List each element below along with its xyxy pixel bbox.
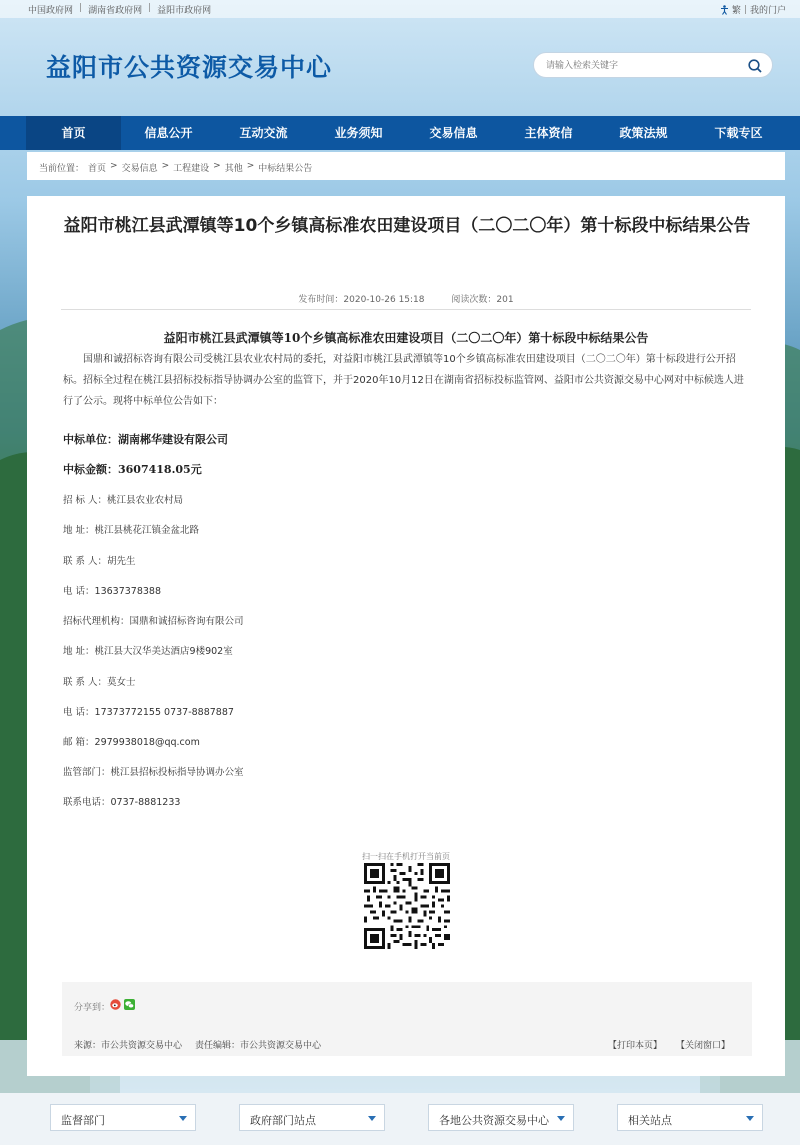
divider <box>61 309 751 310</box>
nav-item-policy[interactable]: 政策法规 <box>619 126 668 140</box>
nav-item-interaction[interactable]: 互动交流 <box>239 126 288 140</box>
chevron-down-icon <box>179 1116 187 1121</box>
breadcrumb-other[interactable]: 其他 <box>224 164 243 174</box>
winner-unit: 中标单位：湖南郴华建设有限公司 <box>63 433 228 446</box>
main-nav <box>0 116 800 150</box>
article-source: 来源：市公共资源交易中心 <box>74 1041 183 1051</box>
share-area <box>62 982 752 1056</box>
winner-amount: 中标金额：3607418.05元 <box>63 463 202 476</box>
dropdown-label: 相关站点 <box>628 1114 672 1127</box>
share-label: 分享到： <box>74 1003 111 1013</box>
site-title[interactable]: 益阳市公共资源交易中心 <box>46 53 333 82</box>
breadcrumb-current[interactable]: 中标结果公告 <box>258 164 313 174</box>
nav-item-home[interactable]: 首页 <box>26 116 121 150</box>
breadcrumb-sep: > <box>161 161 170 171</box>
breadcrumb-trade-info[interactable]: 交易信息 <box>121 164 158 174</box>
nav-item-credit[interactable]: 主体资信 <box>524 126 573 140</box>
print-button[interactable]: 【打印本页】 <box>608 1041 663 1051</box>
info-line: 邮 箱：2979938018@qq.com <box>63 737 200 748</box>
info-line: 联系电话：0737-8881233 <box>63 797 181 808</box>
dropdown-label: 监督部门 <box>61 1114 105 1127</box>
breadcrumb-sep: > <box>246 161 255 171</box>
top-right-links <box>720 3 786 16</box>
view-count: 阅读次数：201 <box>451 295 514 305</box>
separator: | <box>148 3 152 13</box>
info-line: 监管部门：桃江县招标投标指导协调办公室 <box>63 767 244 778</box>
info-line: 地 址：桃江县大汉华美达酒店9楼902室 <box>63 646 233 657</box>
breadcrumb-sep: > <box>213 161 221 171</box>
info-line: 电 话：13637378388 <box>63 586 162 597</box>
nav-item-info-disclosure[interactable]: 信息公开 <box>144 126 193 140</box>
site-header <box>0 18 800 116</box>
dropdown-label: 政府部门站点 <box>250 1114 316 1127</box>
breadcrumb-label: 当前位置： <box>39 164 85 174</box>
nav-item-business-guide[interactable]: 业务须知 <box>334 126 383 140</box>
dropdown-gov-sites[interactable] <box>239 1104 385 1131</box>
separator: | <box>79 3 83 13</box>
link-hunan-gov[interactable]: 湖南省政府网 <box>88 6 143 16</box>
nav-item-downloads[interactable]: 下载专区 <box>714 126 763 140</box>
info-line: 电 话：17373772155 0737-8887887 <box>63 707 234 718</box>
separator: | <box>743 4 747 15</box>
search-icon[interactable] <box>747 58 763 74</box>
publish-time: 发布时间：2020-10-26 15:18 <box>298 295 425 305</box>
breadcrumb-sep: > <box>110 161 118 171</box>
qr-code <box>364 863 450 949</box>
gov-links <box>28 3 211 16</box>
chevron-down-icon <box>557 1116 565 1121</box>
wechat-icon[interactable] <box>124 999 135 1010</box>
info-line: 联 系 人：胡先生 <box>63 556 136 567</box>
info-line: 招标代理机构：国鼎和诚招标咨询有限公司 <box>63 616 244 627</box>
info-line: 地 址：桃江县桃花江镇金盆北路 <box>63 525 200 536</box>
breadcrumb <box>27 152 785 180</box>
dropdown-label: 各地公共资源交易中心 <box>439 1114 549 1127</box>
info-line: 招 标 人：桃江县农业农村局 <box>63 495 184 506</box>
dropdown-trading-centers[interactable] <box>428 1104 574 1131</box>
article-editor: 责任编辑：市公共资源交易中心 <box>195 1041 322 1051</box>
info-line: 联 系 人：莫女士 <box>63 677 136 688</box>
close-window-button[interactable]: 【关闭窗口】 <box>676 1041 731 1051</box>
article-meta <box>27 292 785 305</box>
qr-label: 扫一扫在手机打开当前页 <box>362 852 450 861</box>
article-content <box>27 196 785 1076</box>
link-yiyang-gov[interactable]: 益阳市政府网 <box>157 6 212 16</box>
article-title: 益阳市桃江县武潭镇等10个乡镇高标准农田建设项目（二〇二〇年）第十标段中标结果公告 <box>63 216 751 236</box>
body-paragraph: 国鼎和诚招标咨询有限公司受桃江县农业农村局的委托，对益阳市桃江县武潭镇等10个乡镇高标准农田建设项目（二〇二〇年）第十标段进行公开招标。招标全过程在桃江县招标投标指导协调办公室的监管下，并于2020年10月12日在湖南省招标投标监管网、益阳市公共资源交易中心网对中标候选人进行了公示。现将中标单位公告如下： <box>63 354 744 407</box>
dropdown-supervision[interactable] <box>50 1104 196 1131</box>
weibo-icon[interactable] <box>110 999 121 1010</box>
traditional-chinese-link[interactable]: 繁 <box>731 6 741 16</box>
accessibility-icon[interactable] <box>720 5 729 15</box>
breadcrumb-engineering[interactable]: 工程建设 <box>173 164 210 174</box>
dropdown-related-sites[interactable] <box>617 1104 763 1131</box>
my-portal-link[interactable]: 我的门户 <box>749 6 786 16</box>
link-china-gov[interactable]: 中国政府网 <box>28 6 74 16</box>
footer <box>0 1093 800 1145</box>
breadcrumb-home[interactable]: 首页 <box>88 164 107 174</box>
search-input[interactable] <box>546 58 741 73</box>
nav-item-trade-info[interactable]: 交易信息 <box>429 126 478 140</box>
top-bar <box>0 0 800 18</box>
body-title: 益阳市桃江县武潭镇等10个乡镇高标准农田建设项目（二〇二〇年）第十标段中标结果公告 <box>163 331 649 345</box>
search-box <box>533 52 773 78</box>
chevron-down-icon <box>368 1116 376 1121</box>
chevron-down-icon <box>746 1116 754 1121</box>
